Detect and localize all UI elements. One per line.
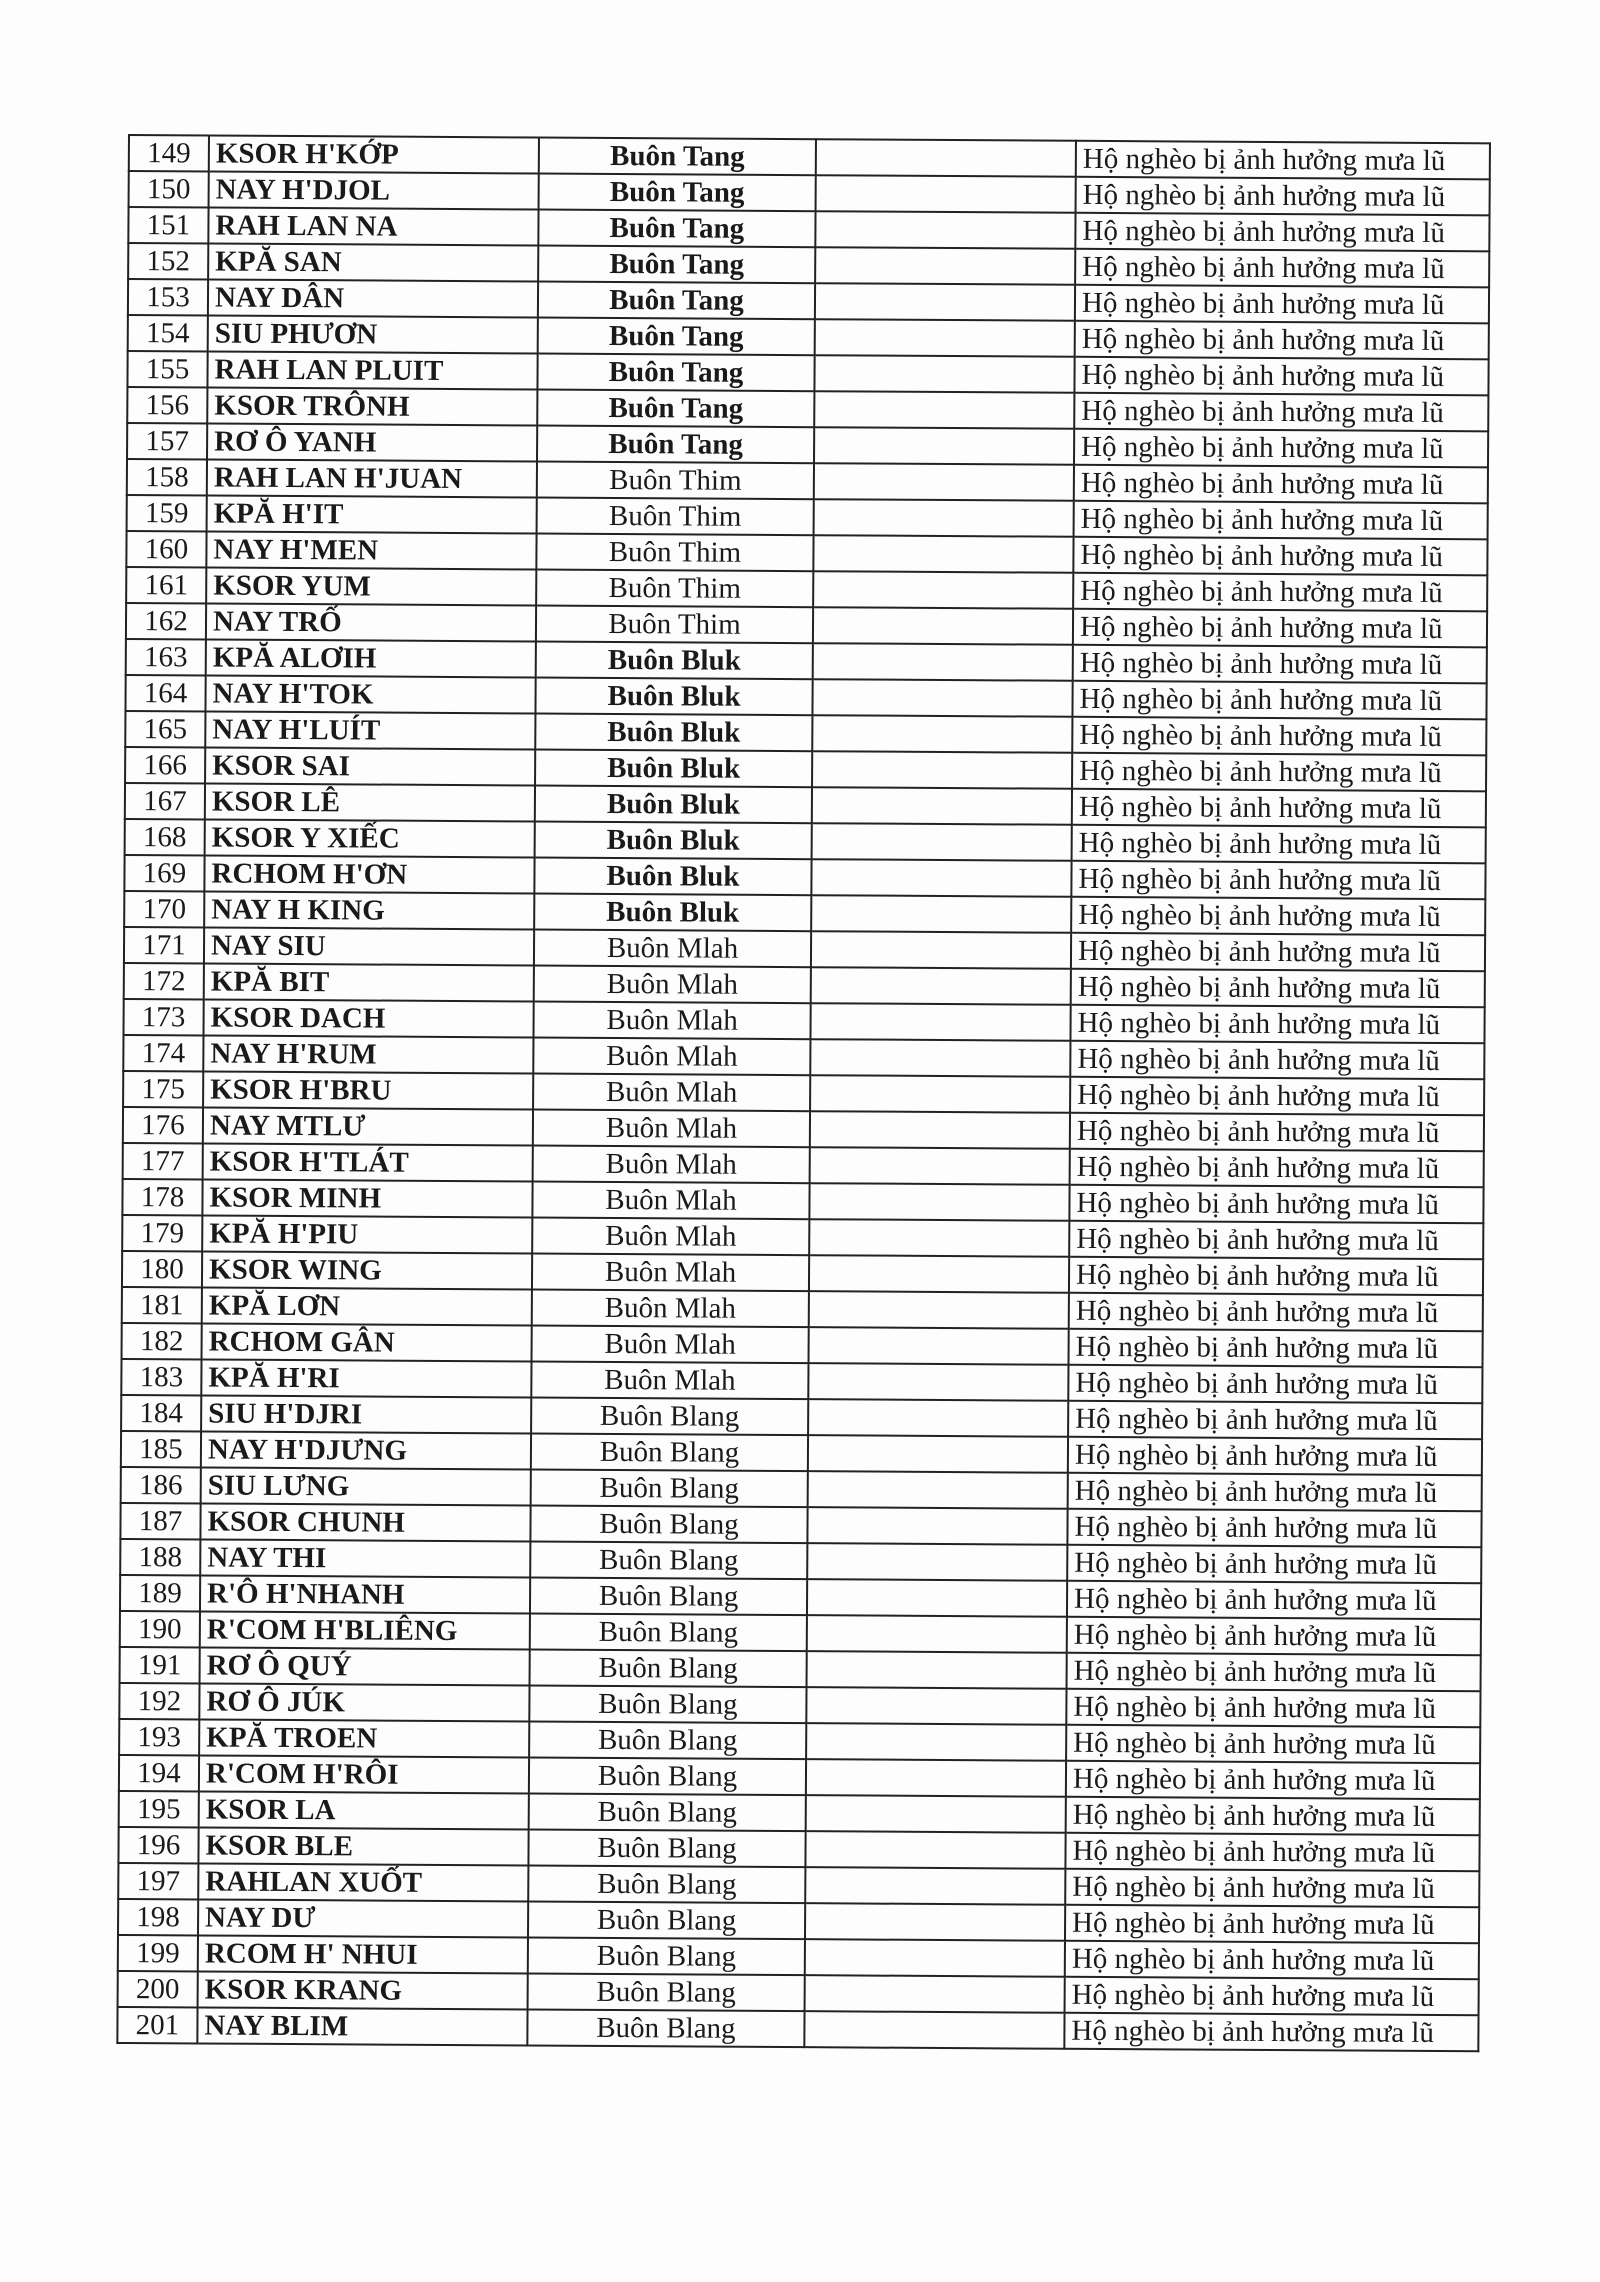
note-cell: Hộ nghèo bị ảnh hưởng mưa lũ <box>1070 1005 1484 1044</box>
row-number-cell: 188 <box>120 1539 200 1575</box>
row-number-cell: 180 <box>122 1251 202 1287</box>
row-number-cell: 165 <box>125 711 205 747</box>
note-cell: Hộ nghèo bị ảnh hưởng mưa lũ <box>1074 465 1488 504</box>
blank-cell <box>805 1867 1065 1905</box>
household-name-cell: NAY DƯ <box>198 1899 528 1937</box>
village-cell: Buôn Mlah <box>534 965 811 1003</box>
blank-cell <box>807 1579 1067 1617</box>
household-name-cell: NAY H KING <box>204 891 534 929</box>
household-name-cell: SIU LƯNG <box>201 1467 531 1505</box>
note-cell: Hộ nghèo bị ảnh hưởng mưa lũ <box>1070 1041 1484 1080</box>
household-name-cell: RAH LAN H'JUAN <box>207 459 537 497</box>
household-name-cell: KSOR LA <box>199 1791 529 1829</box>
note-cell: Hộ nghèo bị ảnh hưởng mưa lũ <box>1072 717 1486 756</box>
village-cell: Buôn Tang <box>537 354 814 392</box>
note-cell: Hộ nghèo bị ảnh hưởng mưa lũ <box>1068 1365 1482 1404</box>
household-name-cell: KSOR DACH <box>203 999 533 1037</box>
village-cell: Buôn Tang <box>537 426 814 464</box>
row-number-cell: 153 <box>128 279 208 315</box>
note-cell: Hộ nghèo bị ảnh hưởng mưa lũ <box>1068 1401 1482 1440</box>
row-number-cell: 164 <box>125 675 205 711</box>
village-cell: Buôn Blang <box>531 1433 808 1471</box>
row-number-cell: 151 <box>128 207 208 243</box>
household-name-cell: NAY THI <box>200 1539 530 1577</box>
blank-cell <box>807 1543 1067 1581</box>
household-name-cell: NAY MTLƯ <box>203 1107 533 1145</box>
note-cell: Hộ nghèo bị ảnh hưởng mưa lũ <box>1068 1329 1482 1368</box>
note-cell: Hộ nghèo bị ảnh hưởng mưa lũ <box>1071 897 1485 936</box>
row-number-cell: 193 <box>119 1719 199 1755</box>
note-cell: Hộ nghèo bị ảnh hưởng mưa lũ <box>1074 357 1488 396</box>
household-name-cell: RƠ Ô YANH <box>207 423 537 461</box>
row-number-cell: 196 <box>118 1827 198 1863</box>
village-cell: Buôn Mlah <box>532 1325 809 1363</box>
blank-cell <box>811 931 1071 969</box>
row-number-cell: 173 <box>123 999 203 1035</box>
row-number-cell: 162 <box>126 603 206 639</box>
household-name-cell: KSOR KRANG <box>198 1971 528 2009</box>
blank-cell <box>813 607 1073 645</box>
village-cell: Buôn Mlah <box>532 1217 809 1255</box>
row-number-cell: 169 <box>124 855 204 891</box>
household-name-cell: NAY DÂN <box>208 279 538 317</box>
village-cell: Buôn Thim <box>537 498 814 536</box>
row-number-cell: 160 <box>126 531 206 567</box>
village-cell: Buôn Blang <box>528 1937 805 1975</box>
note-cell: Hộ nghèo bị ảnh hưởng mưa lũ <box>1064 2013 1478 2052</box>
note-cell: Hộ nghèo bị ảnh hưởng mưa lũ <box>1065 1977 1479 2016</box>
note-cell: Hộ nghèo bị ảnh hưởng mưa lũ <box>1067 1509 1481 1548</box>
note-cell: Hộ nghèo bị ảnh hưởng mưa lũ <box>1073 573 1487 612</box>
village-cell: Buôn Blang <box>530 1649 807 1687</box>
household-name-cell: R'Ô H'NHANH <box>200 1575 530 1613</box>
blank-cell <box>810 1039 1070 1077</box>
table-row <box>117 2007 1478 2051</box>
row-number-cell: 170 <box>124 891 204 927</box>
village-cell: Buôn Blang <box>531 1397 808 1435</box>
note-cell: Hộ nghèo bị ảnh hưởng mưa lũ <box>1071 933 1485 972</box>
row-number-cell: 159 <box>127 495 207 531</box>
household-name-cell: KSOR Y XIẾC <box>205 819 535 857</box>
blank-cell <box>807 1651 1067 1689</box>
village-cell: Buôn Mlah <box>531 1361 808 1399</box>
village-cell: Buôn Blang <box>529 1685 806 1723</box>
village-cell: Buôn Blang <box>530 1613 807 1651</box>
row-number-cell: 152 <box>128 243 208 279</box>
village-cell: Buôn Thim <box>536 534 813 572</box>
row-number-cell: 168 <box>125 819 205 855</box>
row-number-cell: 187 <box>120 1503 200 1539</box>
village-cell: Buôn Blang <box>527 2009 804 2047</box>
row-number-cell: 182 <box>122 1323 202 1359</box>
row-number-cell: 195 <box>119 1791 199 1827</box>
household-name-cell: KPĂ TROEN <box>199 1719 529 1757</box>
row-number-cell: 172 <box>124 963 204 999</box>
blank-cell <box>808 1471 1068 1509</box>
row-number-cell: 171 <box>124 927 204 963</box>
row-number-cell: 191 <box>120 1647 200 1683</box>
blank-cell <box>812 715 1072 753</box>
village-cell: Buôn Bluk <box>534 893 811 931</box>
household-name-cell: KSOR TRÔNH <box>207 387 537 425</box>
village-cell: Buôn Blang <box>529 1793 806 1831</box>
row-number-cell: 186 <box>121 1467 201 1503</box>
blank-cell <box>808 1399 1068 1437</box>
household-name-cell: RAH LAN NA <box>208 207 538 245</box>
blank-cell <box>808 1435 1068 1473</box>
note-cell: Hộ nghèo bị ảnh hưởng mưa lũ <box>1065 1833 1479 1872</box>
blank-cell <box>814 355 1074 393</box>
village-cell: Buôn Mlah <box>533 1145 810 1183</box>
village-cell: Buôn Thim <box>536 570 813 608</box>
household-name-cell: KSOR BLE <box>198 1827 528 1865</box>
blank-cell <box>816 139 1076 177</box>
household-name-cell: RCHOM H'ƠN <box>204 855 534 893</box>
blank-cell <box>814 499 1074 537</box>
household-list-table <box>116 134 1491 2052</box>
row-number-cell: 154 <box>128 315 208 351</box>
note-cell: Hộ nghèo bị ảnh hưởng mưa lũ <box>1074 501 1488 540</box>
household-name-cell: KPĂ LƠN <box>202 1287 532 1325</box>
note-cell: Hộ nghèo bị ảnh hưởng mưa lũ <box>1065 1941 1479 1980</box>
blank-cell <box>806 1687 1066 1725</box>
household-name-cell: KSOR SAI <box>205 747 535 785</box>
village-cell: Buôn Tang <box>538 282 815 320</box>
village-cell: Buôn Blang <box>528 1865 805 1903</box>
household-name-cell: NAY SIU <box>204 927 534 965</box>
household-name-cell: RAH LAN PLUIT <box>207 351 537 389</box>
village-cell: Buôn Blang <box>529 1721 806 1759</box>
blank-cell <box>814 391 1074 429</box>
row-number-cell: 178 <box>122 1179 202 1215</box>
village-cell: Buôn Blang <box>528 1829 805 1867</box>
row-number-cell: 184 <box>121 1395 201 1431</box>
note-cell: Hộ nghèo bị ảnh hưởng mưa lũ <box>1073 609 1487 648</box>
household-name-cell: KPĂ H'PIU <box>202 1215 532 1253</box>
village-cell: Buôn Tang <box>538 210 815 248</box>
village-cell: Buôn Mlah <box>532 1289 809 1327</box>
note-cell: Hộ nghèo bị ảnh hưởng mưa lũ <box>1065 1905 1479 1944</box>
row-number-cell: 200 <box>118 1971 198 2007</box>
blank-cell <box>813 643 1073 681</box>
note-cell: Hộ nghèo bị ảnh hưởng mưa lũ <box>1066 1689 1480 1728</box>
blank-cell <box>811 967 1071 1005</box>
household-name-cell: NAY H'DJOL <box>209 171 539 209</box>
village-cell: Buôn Mlah <box>533 1073 810 1111</box>
village-cell: Buôn Thim <box>536 606 813 644</box>
row-number-cell: 197 <box>118 1863 198 1899</box>
household-name-cell: NAY BLIM <box>197 2007 527 2045</box>
note-cell: Hộ nghèo bị ảnh hưởng mưa lũ <box>1076 141 1490 180</box>
row-number-cell: 194 <box>119 1755 199 1791</box>
household-name-cell: RAHLAN XUỐT <box>198 1863 528 1901</box>
blank-cell <box>810 1075 1070 1113</box>
blank-cell <box>806 1723 1066 1761</box>
village-cell: Buôn Bluk <box>534 857 811 895</box>
household-name-cell: NAY H'RUM <box>203 1035 533 1073</box>
household-name-cell: KSOR YUM <box>206 567 536 605</box>
household-name-cell: KSOR CHUNH <box>200 1503 530 1541</box>
row-number-cell: 161 <box>126 567 206 603</box>
note-cell: Hộ nghèo bị ảnh hưởng mưa lũ <box>1075 285 1489 324</box>
note-cell: Hộ nghèo bị ảnh hưởng mưa lũ <box>1067 1617 1481 1656</box>
note-cell: Hộ nghèo bị ảnh hưởng mưa lũ <box>1066 1725 1480 1764</box>
village-cell: Buôn Bluk <box>535 713 812 751</box>
blank-cell <box>807 1507 1067 1545</box>
village-cell: Buôn Thim <box>537 462 814 500</box>
household-name-cell: NAY H'MEN <box>206 531 536 569</box>
village-cell: Buôn Mlah <box>532 1181 809 1219</box>
village-cell: Buôn Tang <box>538 246 815 284</box>
village-cell: Buôn Bluk <box>535 749 812 787</box>
village-cell: Buôn Blang <box>530 1505 807 1543</box>
note-cell: Hộ nghèo bị ảnh hưởng mưa lũ <box>1074 429 1488 468</box>
blank-cell <box>806 1795 1066 1833</box>
household-name-cell: NAY H'DJƯNG <box>201 1431 531 1469</box>
blank-cell <box>814 427 1074 465</box>
row-number-cell: 167 <box>125 783 205 819</box>
blank-cell <box>811 859 1071 897</box>
row-number-cell: 189 <box>120 1575 200 1611</box>
row-number-cell: 177 <box>123 1143 203 1179</box>
blank-cell <box>812 823 1072 861</box>
blank-cell <box>814 463 1074 501</box>
blank-cell <box>809 1291 1069 1329</box>
note-cell: Hộ nghèo bị ảnh hưởng mưa lũ <box>1068 1473 1482 1512</box>
village-cell: Buôn Blang <box>528 1901 805 1939</box>
village-cell: Buôn Mlah <box>533 1001 810 1039</box>
household-name-cell: KPĂ ALƠIH <box>206 639 536 677</box>
village-cell: Buôn Tang <box>537 390 814 428</box>
blank-cell <box>806 1759 1066 1797</box>
household-name-cell: R'COM H'RÔI <box>199 1755 529 1793</box>
village-cell: Buôn Bluk <box>535 678 812 716</box>
note-cell: Hộ nghèo bị ảnh hưởng mưa lũ <box>1072 789 1486 828</box>
blank-cell <box>813 571 1073 609</box>
row-number-cell: 155 <box>127 351 207 387</box>
blank-cell <box>815 283 1075 321</box>
note-cell: Hộ nghèo bị ảnh hưởng mưa lũ <box>1067 1653 1481 1692</box>
blank-cell <box>808 1363 1068 1401</box>
household-name-cell: SIU H'DJRI <box>201 1395 531 1433</box>
village-cell: Buôn Blang <box>529 1757 806 1795</box>
blank-cell <box>816 175 1076 213</box>
household-name-cell: RƠ Ô QUÝ <box>200 1647 530 1685</box>
household-name-cell: KPĂ SAN <box>208 243 538 281</box>
household-name-cell: KPĂ BIT <box>204 963 534 1001</box>
household-name-cell: NAY TRỐ <box>206 603 536 641</box>
blank-cell <box>815 211 1075 249</box>
household-name-cell: KPĂ H'IT <box>207 495 537 533</box>
note-cell: Hộ nghèo bị ảnh hưởng mưa lũ <box>1067 1581 1481 1620</box>
blank-cell <box>809 1327 1069 1365</box>
note-cell: Hộ nghèo bị ảnh hưởng mưa lũ <box>1071 969 1485 1008</box>
village-cell: Buôn Mlah <box>533 1037 810 1075</box>
household-name-cell: KSOR MINH <box>202 1179 532 1217</box>
note-cell: Hộ nghèo bị ảnh hưởng mưa lũ <box>1075 213 1489 252</box>
blank-cell <box>812 679 1072 717</box>
row-number-cell: 181 <box>122 1287 202 1323</box>
village-cell: Buôn Tang <box>539 138 816 176</box>
note-cell: Hộ nghèo bị ảnh hưởng mưa lũ <box>1075 249 1489 288</box>
row-number-cell: 158 <box>127 459 207 495</box>
row-number-cell: 185 <box>121 1431 201 1467</box>
household-name-cell: KPĂ H'RI <box>201 1359 531 1397</box>
blank-cell <box>815 319 1075 357</box>
village-cell: Buôn Blang <box>531 1469 808 1507</box>
note-cell: Hộ nghèo bị ảnh hưởng mưa lũ <box>1071 861 1485 900</box>
blank-cell <box>810 1147 1070 1185</box>
note-cell: Hộ nghèo bị ảnh hưởng mưa lũ <box>1073 645 1487 684</box>
blank-cell <box>805 1939 1065 1977</box>
note-cell: Hộ nghèo bị ảnh hưởng mưa lũ <box>1074 393 1488 432</box>
blank-cell <box>810 1003 1070 1041</box>
note-cell: Hộ nghèo bị ảnh hưởng mưa lũ <box>1065 1869 1479 1908</box>
row-number-cell: 157 <box>127 423 207 459</box>
blank-cell <box>804 2011 1064 2049</box>
row-number-cell: 199 <box>118 1935 198 1971</box>
blank-cell <box>805 1975 1065 2013</box>
household-name-cell: SIU PHƯƠN <box>208 315 538 353</box>
household-name-cell: RƠ Ô JÚK <box>199 1683 529 1721</box>
blank-cell <box>812 787 1072 825</box>
blank-cell <box>810 1111 1070 1149</box>
note-cell: Hộ nghèo bị ảnh hưởng mưa lũ <box>1072 825 1486 864</box>
household-name-cell: NAY H'TOK <box>205 675 535 713</box>
blank-cell <box>812 751 1072 789</box>
household-name-cell: RCHOM GÂN <box>202 1323 532 1361</box>
row-number-cell: 166 <box>125 747 205 783</box>
blank-cell <box>809 1219 1069 1257</box>
blank-cell <box>811 895 1071 933</box>
household-name-cell: RCOM H' NHUI <box>198 1935 528 1973</box>
household-name-cell: R'COM H'BLIÊNG <box>200 1611 530 1649</box>
blank-cell <box>813 535 1073 573</box>
note-cell: Hộ nghèo bị ảnh hưởng mưa lũ <box>1068 1437 1482 1476</box>
household-name-cell: KSOR LÊ <box>205 783 535 821</box>
note-cell: Hộ nghèo bị ảnh hưởng mưa lũ <box>1069 1185 1483 1224</box>
blank-cell <box>809 1183 1069 1221</box>
note-cell: Hộ nghèo bị ảnh hưởng mưa lũ <box>1072 681 1486 720</box>
note-cell: Hộ nghèo bị ảnh hưởng mưa lũ <box>1069 1293 1483 1332</box>
village-cell: Buôn Blang <box>530 1577 807 1615</box>
village-cell: Buôn Mlah <box>534 929 811 967</box>
household-name-cell: KSOR H'TLÁT <box>203 1143 533 1181</box>
row-number-cell: 163 <box>126 639 206 675</box>
blank-cell <box>815 247 1075 285</box>
note-cell: Hộ nghèo bị ảnh hưởng mưa lũ <box>1067 1545 1481 1584</box>
village-cell: Buôn Tang <box>538 318 815 356</box>
note-cell: Hộ nghèo bị ảnh hưởng mưa lũ <box>1075 321 1489 360</box>
household-name-cell: KSOR H'KỚP <box>209 135 539 173</box>
row-number-cell: 190 <box>120 1611 200 1647</box>
table-body <box>117 135 1490 2051</box>
blank-cell <box>809 1255 1069 1293</box>
row-number-cell: 174 <box>123 1035 203 1071</box>
row-number-cell: 156 <box>127 387 207 423</box>
blank-cell <box>807 1615 1067 1653</box>
row-number-cell: 176 <box>123 1107 203 1143</box>
note-cell: Hộ nghèo bị ảnh hưởng mưa lũ <box>1069 1257 1483 1296</box>
note-cell: Hộ nghèo bị ảnh hưởng mưa lũ <box>1072 753 1486 792</box>
household-name-cell: KSOR WING <box>202 1251 532 1289</box>
row-number-cell: 149 <box>129 135 209 171</box>
row-number-cell: 175 <box>123 1071 203 1107</box>
household-name-cell: NAY H'LUÍT <box>205 711 535 749</box>
village-cell: Buôn Mlah <box>532 1253 809 1291</box>
row-number-cell: 183 <box>121 1359 201 1395</box>
note-cell: Hộ nghèo bị ảnh hưởng mưa lũ <box>1069 1221 1483 1260</box>
blank-cell <box>805 1903 1065 1941</box>
village-cell: Buôn Tang <box>539 174 816 212</box>
village-cell: Buôn Blang <box>530 1541 807 1579</box>
village-cell: Buôn Bluk <box>535 785 812 823</box>
row-number-cell: 150 <box>129 171 209 207</box>
blank-cell <box>805 1831 1065 1869</box>
village-cell: Buôn Bluk <box>536 642 813 680</box>
note-cell: Hộ nghèo bị ảnh hưởng mưa lũ <box>1070 1113 1484 1152</box>
village-cell: Buôn Mlah <box>533 1109 810 1147</box>
note-cell: Hộ nghèo bị ảnh hưởng mưa lũ <box>1073 537 1487 576</box>
household-name-cell: KSOR H'BRU <box>203 1071 533 1109</box>
village-cell: Buôn Bluk <box>535 821 812 859</box>
row-number-cell: 198 <box>118 1899 198 1935</box>
row-number-cell: 201 <box>117 2007 197 2043</box>
row-number-cell: 192 <box>119 1683 199 1719</box>
note-cell: Hộ nghèo bị ảnh hưởng mưa lũ <box>1066 1761 1480 1800</box>
row-number-cell: 179 <box>122 1215 202 1251</box>
note-cell: Hộ nghèo bị ảnh hưởng mưa lũ <box>1070 1149 1484 1188</box>
note-cell: Hộ nghèo bị ảnh hưởng mưa lũ <box>1070 1077 1484 1116</box>
note-cell: Hộ nghèo bị ảnh hưởng mưa lũ <box>1066 1797 1480 1836</box>
note-cell: Hộ nghèo bị ảnh hưởng mưa lũ <box>1076 177 1490 216</box>
village-cell: Buôn Blang <box>528 1973 805 2011</box>
